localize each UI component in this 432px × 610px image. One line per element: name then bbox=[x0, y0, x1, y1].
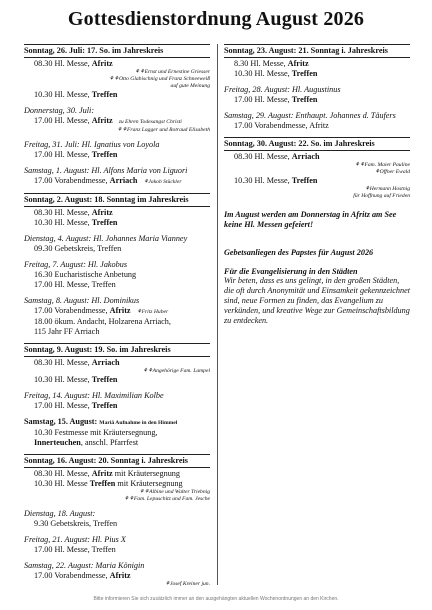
prayer-title: Gebetsanliegen des Papstes für August 2026 bbox=[224, 248, 374, 257]
day-heading: Freitag, 21. August: Hl. Pius X bbox=[24, 535, 126, 544]
mass-row: 08.30 Hl. Messe, Afritz mit Kräutersegnung bbox=[34, 469, 180, 478]
service-block bbox=[24, 44, 210, 100]
page-title: Gottesdienstordnung August 2026 bbox=[67, 8, 365, 30]
service-block bbox=[24, 193, 210, 228]
mass-row: 17.00 Vorabendmesse, Arriach ⚘Jakob Stückler bbox=[34, 176, 182, 185]
day-heading: Freitag, 31. Juli: Hl. Ignatius von Loyola bbox=[24, 140, 160, 149]
day-heading: Dienstag, 4. August: Hl. Johannes Maria Vianney bbox=[24, 234, 188, 243]
mass-row: 10.30 Hl. Messe, Treffen bbox=[34, 90, 118, 99]
prayer-text: Wir beten, dass es uns gelingt, in den großen Städten, die oft durch Anonymität und Einsamkeit gekennzeichnet sind, neue Formen zu finden, das Evangelium zu verkünden, und kreative Wege zur Gemeinschaftsbildung zu entdecken. bbox=[224, 276, 410, 325]
day-heading: Freitag, 7. August: Hl. Jakobus bbox=[24, 260, 128, 269]
day-heading: Freitag, 14. August: Hl. Maximilian Kolbe bbox=[24, 391, 164, 400]
intention-note: ⚘⚘Franz Lagger und Rotraud Elisabeth bbox=[116, 127, 210, 133]
mass-row: 10.30 Hl. Messe, Treffen bbox=[34, 218, 118, 227]
mass-row: 08.30 Hl. Messe, Arriach bbox=[234, 152, 320, 161]
day-heading: Samstag, 1. August: Hl. Alfons Maria von Liguori bbox=[24, 166, 188, 175]
day-heading: Samstag, 29. August: Enthaupt. Johannes d. Täufers bbox=[224, 111, 396, 120]
service-block bbox=[24, 535, 210, 555]
left-column bbox=[24, 44, 210, 588]
intention-note: ⚘⚘Fam. Maier Pauline bbox=[354, 162, 410, 168]
sunday-header: Sonntag, 30. August: 22. So. im Jahreskreis bbox=[224, 137, 410, 151]
day-heading: Samstag, 8. August: Hl. Dominikus bbox=[24, 296, 140, 305]
service-block bbox=[224, 44, 410, 79]
sunday-header: Sonntag, 2. August: 18. Sonntag im Jahreskreis bbox=[24, 193, 210, 207]
service-block bbox=[24, 260, 210, 290]
mass-row: 10.30 Hl. Messe, Treffen bbox=[34, 375, 118, 384]
mass-row: 08.30 Hl. Messe, Arriach bbox=[34, 358, 120, 367]
service-block bbox=[24, 509, 210, 529]
footer-note: Bitte informieren Sie sich zusätzlich immer an den ausgehängten aktuellen Wochenordnungen an den Kirchen. bbox=[93, 596, 339, 602]
day-heading: Freitag, 28. August: Hl. Augustinus bbox=[224, 85, 341, 94]
mass-row: 17.00 Hl. Messe, Afritz zu Ehren Todesangst Christi bbox=[34, 116, 182, 125]
service-block bbox=[24, 391, 210, 411]
intention-note: ⚘Offner Ewald bbox=[374, 169, 410, 175]
service-block bbox=[224, 111, 410, 131]
service-block bbox=[24, 561, 210, 588]
intention-note: ⚘⚘Angehörige Fam. Lampel bbox=[142, 368, 210, 374]
intention-note: ⚘⚘Fam. Lepuschitz und Fam. Jesche bbox=[123, 496, 210, 502]
mass-row: 10.30 Hl. Messe, Treffen bbox=[234, 176, 318, 185]
mass-row: 17.00 Hl. Messe, Treffen bbox=[34, 401, 118, 410]
service-block bbox=[24, 234, 210, 254]
mass-row: 08.30 Hl. Messe, Afritz bbox=[34, 208, 113, 217]
service-block bbox=[24, 417, 210, 448]
sunday-header: Sonntag, 26. Juli: 17. So. im Jahreskreis bbox=[24, 44, 210, 58]
sunday-header: Sonntag, 9. August: 19. So. im Jahreskreis bbox=[24, 343, 210, 357]
service-block bbox=[224, 137, 410, 200]
intention-note: ⚘Hermann Hostnig bbox=[364, 186, 410, 192]
day-heading: Dienstag, 18. August: bbox=[24, 509, 96, 518]
intention-note: ⚘⚘Albine und Walter Triebnig bbox=[139, 489, 210, 495]
intention-note: ⚘Josef Kreiner jun. bbox=[164, 581, 210, 587]
mass-row: 16.30 Eucharistische Anbetung bbox=[34, 270, 137, 279]
mass-row: 17.00 Hl. Messe, Treffen bbox=[34, 150, 118, 159]
mass-row: Innerteuchen, anschl. Pfarrfest bbox=[34, 438, 139, 447]
sunday-header: Sonntag, 16. August: 20. Sonntag i. Jahreskreis bbox=[24, 454, 210, 468]
intention-note: ⚘⚘Otto Glabischnig und Franz Schneeweiß bbox=[108, 76, 210, 82]
right-column bbox=[224, 44, 410, 326]
mass-row: 10.30 Hl. Messe, Treffen bbox=[234, 69, 318, 78]
feast-heading: Samstag, 15. August: Mariä Aufnahme in den Himmel bbox=[24, 417, 178, 426]
service-block bbox=[224, 85, 410, 105]
service-block bbox=[24, 140, 210, 160]
mass-row: 17.00 Vorabendmesse, Afritz bbox=[34, 571, 131, 580]
service-block bbox=[24, 166, 210, 187]
mass-row: 115 Jahr FF Arriach bbox=[34, 327, 100, 336]
service-block bbox=[24, 106, 210, 134]
mass-row: 10.30 Festmesse mit Kräutersegnung, bbox=[34, 428, 158, 437]
day-heading: Samstag, 22. August: Maria Königin bbox=[24, 561, 145, 570]
intention-note: auf gute Meinung bbox=[170, 83, 210, 89]
service-block bbox=[24, 296, 210, 337]
mass-row: 17.00 Vorabendmesse, Afritz bbox=[234, 121, 329, 130]
mass-row: 09.30 Gebetskreis, Treffen bbox=[34, 244, 122, 253]
intention-note: ⚘⚘Ernst und Ernestine Griesser bbox=[134, 69, 210, 75]
announcement: Im August werden am Donnerstag in Afritz am See keine Hl. Messen gefeiert! bbox=[224, 210, 397, 229]
day-heading: Donnerstag, 30. Juli: bbox=[24, 106, 95, 115]
prayer-intent: Für die Evangelisierung in den Städten bbox=[224, 267, 358, 276]
mass-row: 10.30 Hl. Messe Treffen mit Kräutersegnung bbox=[34, 479, 183, 488]
mass-row: 17.00 Hl. Messe, Treffen bbox=[34, 280, 116, 289]
service-block bbox=[24, 343, 210, 385]
sunday-header: Sonntag, 23. August: 21. Sonntag i. Jahreskreis bbox=[224, 44, 410, 58]
mass-row: 9.30 Gebetskreis, Treffen bbox=[34, 519, 118, 528]
mass-row: 17.00 Hl. Messe, Treffen bbox=[234, 95, 318, 104]
mass-row: 08.30 Hl. Messe, Afritz bbox=[34, 59, 113, 68]
mass-row: 17.00 Hl. Messe, Treffen bbox=[34, 545, 116, 554]
mass-row: 18.00 ökum. Andacht, Holzarena Arriach, bbox=[34, 317, 171, 326]
mass-row: 17.00 Vorabendmesse, Afritz ⚘Fritz Huber bbox=[34, 306, 169, 315]
mass-row: 8.30 Hl. Messe, Afritz bbox=[234, 59, 309, 68]
service-block bbox=[24, 454, 210, 503]
column-divider bbox=[217, 44, 218, 585]
intention-note: für Hoffnung auf Frieden bbox=[353, 193, 410, 199]
